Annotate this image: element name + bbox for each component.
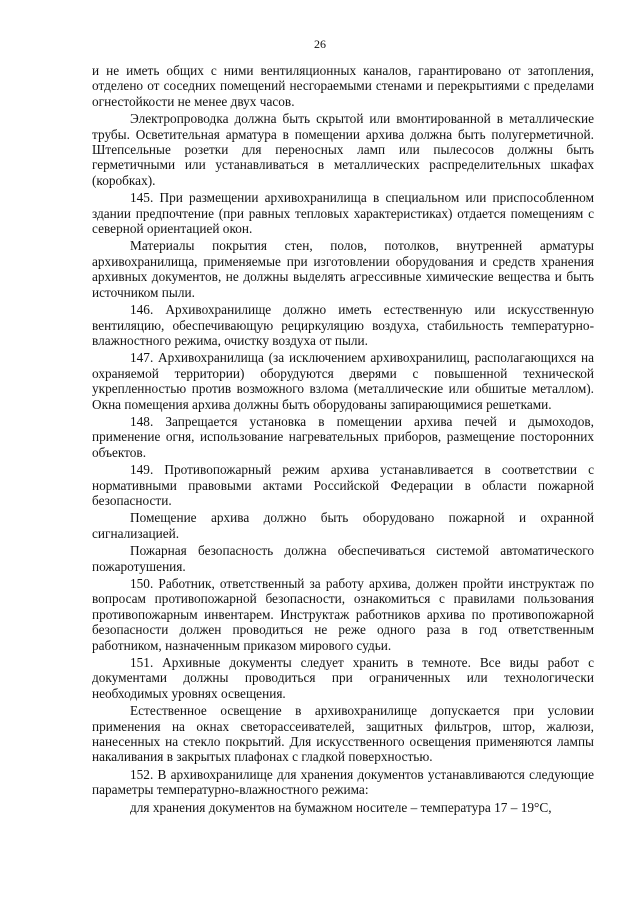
paragraph-148: 148. Запрещается установка в помещении архива печей и дымоходов, применение огня, использование нагревательных приборов, размещение посторонних объектов. bbox=[92, 413, 594, 460]
paragraph-150: 150. Работник, ответственный за работу архива, должен пройти инструктаж по вопросам противопожарной безопасности, ознакомиться с правилами пользования противопожарным инвентарем. Инструктаж работников архива по противопожарной безопасности должен проводиться не реже одного раза в год ответственным работником, назначенным приказом мирового судьи. bbox=[92, 576, 594, 653]
paragraph-wiring: Электропроводка должна быть скрытой или вмонтированной в металлические трубы. Осветительная арматура в помещении архива должна быть полугерметичной. Штепсельные розетки для переносных ламп или пылесосов должны быть герметичными или устанавливаться в металлических распределительных шкафах (коробках). bbox=[92, 111, 594, 188]
paragraph-146: 146. Архивохранилище должно иметь естественную или искусственную вентиляцию, обеспечивающую рециркуляцию воздуха, стабильность температурно-влажностного режима, очистку воздуха от пыли. bbox=[92, 302, 594, 348]
paragraph-145: 145. При размещении архивохранилища в специальном или приспособленном здании предпочтение (при равных тепловых характеристиках) отдается помещениям с северной ориентацией окон. bbox=[92, 190, 594, 237]
paragraph-continuation: и не иметь общих с ними вентиляционных каналов, гарантировано от затопления, отделено от соседних помещений несгораемыми стенами и перекрытиями с пределами огнестойкости не менее двух часов. bbox=[92, 63, 594, 109]
paragraph-lighting: Естественное освещение в архивохранилище допускается при условии применения на окнах светорассеивателей, защитных фильтров, штор, жалюзи, нанесенных на стекло покрытий. Для искусственного освещения применяются лампы накаливания в закрытых плафонах с гладкой поверхностью. bbox=[92, 703, 594, 765]
paragraph-materials: Материалы покрытия стен, полов, потолков, внутренней арматуры архивохранилища, применяемые при изготовлении оборудования и средств хранения архивных документов, не должны выделять агрессивные химические вещества и быть источником пыли. bbox=[92, 238, 594, 300]
paragraph-paper-storage: для хранения документов на бумажном носителе – температура 17 – 19°C, bbox=[130, 799, 552, 815]
document-body bbox=[92, 63, 594, 817]
paragraph-alarm: Помещение архива должно быть оборудовано пожарной и охранной сигнализацией. bbox=[92, 510, 594, 541]
paragraph-149: 149. Противопожарный режим архива устанавливается в соответствии с нормативными правовыми актами Российской Федерации в области пожарной безопасности. bbox=[92, 462, 594, 508]
paragraph-152: 152. В архивохранилище для хранения документов устанавливаются следующие параметры температурно-влажностного режима: bbox=[92, 766, 594, 798]
paragraph-151: 151. Архивные документы следует хранить в темноте. Все виды работ с документами должны проводиться при ограниченных или технологически необходимых уровнях освещения. bbox=[92, 655, 594, 701]
page-number: 26 bbox=[314, 37, 326, 51]
paragraph-fire-safety: Пожарная безопасность должна обеспечиваться системой автоматического пожаротушения. bbox=[92, 543, 594, 574]
paragraph-147: 147. Архивохранилища (за исключением архивохранилищ, располагающихся на охраняемой территории) оборудуются дверями с повышенной технической укрепленностью против возможного взлома (металлические или обшитые металлом). Окна помещения архива должны быть оборудованы запирающимися решетками. bbox=[92, 350, 594, 412]
